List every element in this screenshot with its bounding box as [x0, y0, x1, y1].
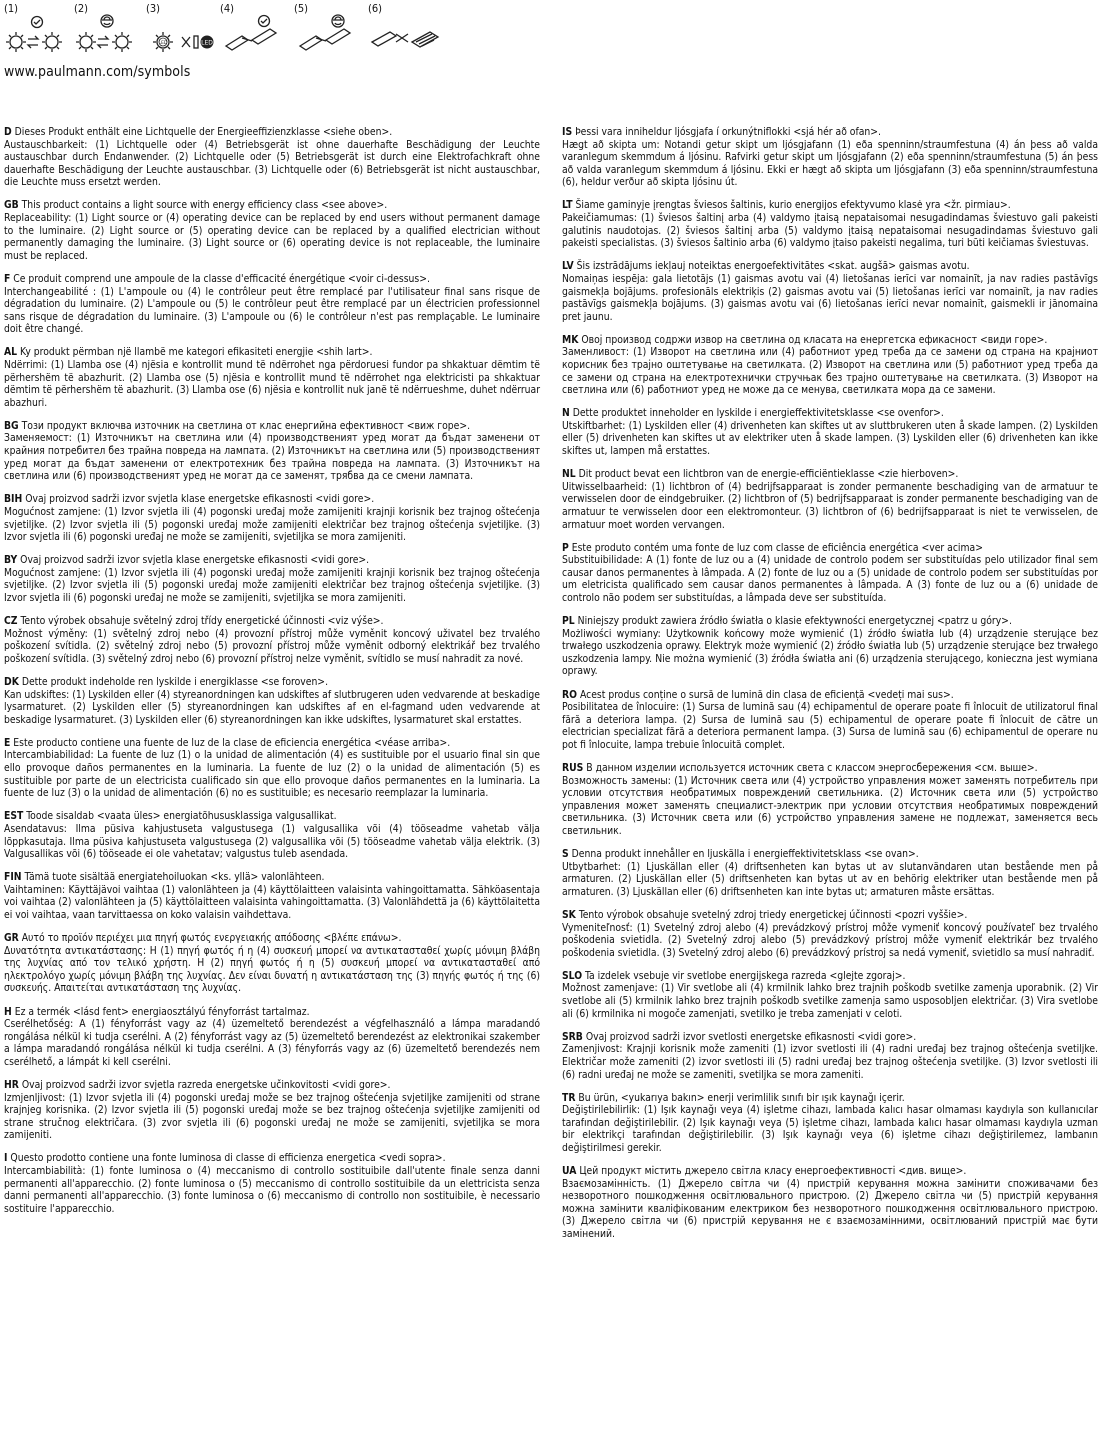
language-block-is — [562, 126, 1098, 189]
language-code: BIH — [4, 493, 23, 506]
block-title: Dette produkt indeholde ren lyskilde i energiklasse <se foroven>. — [21, 675, 329, 688]
language-block-i — [4, 1152, 540, 1215]
block-body: Cserélhetőség: A (1) fényforrást vagy az (4) üzemeltető berendezést a végfelhasználó a lámpa maradandó rongálása nélkül ki tudja cserélni. A (2) fényforrást vagy az (5) üzemeltető berendezést az elektronikai szakember a lámpa maradandó rongálása nélkül ki tudja cserélni. A (3) fényforrás vagy az (6) üzemeltető berendezés nem cserélhető, a lámpát ki kell cserélni. — [4, 1018, 540, 1068]
language-block-est — [4, 810, 540, 860]
symbol-number: (1) — [4, 2, 19, 15]
block-body: Взаємозамінність. (1) Джерело світла чи (4) пристрій керування можна замінити споживачами без незворотного пошкодження освітлювального пристрою. (2) Джерело світла чи (5) пристрій керування можна замінити кваліфікованим електриком без незворотного пошкодження освітлювального пристрою. (3) Джерело світла чи (6) пристрій керування не є взаємозамінними, освітлюваний пристрій має бути замінений. — [562, 1177, 1098, 1241]
block-title: Овој производ содржи извор на светлина од класата на енергетска ефикасност <види горе>. — [581, 333, 1048, 346]
language-code: RO — [562, 688, 578, 701]
block-title: Acest produs conține o sursă de lumină din clasa de eficiență <vedeți mai sus>. — [579, 688, 954, 701]
language-block-ua — [562, 1165, 1098, 1241]
block-title: Ce produit comprend une ampoule de la classe d'efficacité énergétique <voir ci-dessus>. — [13, 272, 430, 285]
block-body: Kan udskiftes: (1) Lyskilden eller (4) styreanordningen kan udskiftes af slutbrugeren uden vedvarende at beskadige lysarmaturet. (2) Lyskilden eller (5) styreanordningen kan udskiftes af en el-fagmand uden vedvarende at beskadige lysarmaturet. (3) Lyskilden eller (6) styreanordningen kan ikke udskiftes, lysarmaturet skal erstattes. — [4, 688, 540, 726]
block-body: Izmjenljivost: (1) Izvor svjetla ili (4) pogonski uređaj može se bez trajnog oštećenja svjetiljke zamijeniti od strane krajnjeg korisnika. (2) Izvor svjetla ili (5) pogonski uređaj može se bez trajnog oštećenja svjetiljke zamijeniti od strane stručnog električara. (3) zvor svjetla ili (6) pogonski uređaj ne može se zamijeniti, svjetiljka se mora zamijeniti. — [4, 1091, 540, 1142]
right-column — [562, 126, 1098, 1241]
language-block-dk — [4, 676, 540, 726]
language-code: I — [4, 1152, 8, 1165]
block-body: Değiştirilebilirlik: (1) Işık kaynağı veya (4) işletme cihazı, lambada kalıcı hasar olmaması kaydıyla son kullanıcılar tarafından değiştirilebilir. (2) Işık kaynağı veya (5) işletme cihazı, lambada kalıcı hasar olmaması kaydıyla uzman bir elektrikçi tarafından değiştirilebilir. (3) Işık kaynağı veya (6) işletme cihazı değiştirilemez, lambanın değiştirilmesi gerekir. — [562, 1104, 1098, 1154]
block-body: Vaihtaminen: Käyttäjävoi vaihtaa (1) valonlähteen ja (4) käyttölaitteen valaisinta vahingoittamatta. Sähköasentaja voi vaihtaa (2) valonlähteen ja (5) käyttölaitteen valaisinta vahingoittamatta. (3) Valonlähdettä ja (6) käyttölaitetta ei voi vaihtaa, vaan tarvittaessa on koko valaisin vaihdettava. — [4, 883, 540, 921]
language-block-n — [562, 407, 1098, 457]
language-block-f — [4, 273, 540, 336]
block-body: Pakeičiamumas: (1) šviesos šaltinį arba (4) valdymo įtaisą nepataisomai nesugadindamas šviestuvo gali pakeisti galutinis naudotojas. (2) šviesos šaltinį arba (5) valdymo įtaisą nepataisomai nesugadindamas šviestuvo gali pakeisti specialistas. (3) šviesos šaltinio arba (6) valdymo įtaiso pakeisti negalima, turi būti keičiamas šviestuvas. — [562, 212, 1098, 250]
language-block-cz — [4, 615, 540, 665]
language-block-sk — [562, 909, 1098, 959]
language-code: MK — [562, 333, 579, 346]
block-title: Αυτό το προϊόν περιέχει μια πηγή φωτός ενεργειακής απόδοσης <βλέπε επάνω>. — [21, 932, 402, 945]
driver-exchangeable-icon — [220, 10, 282, 54]
block-body: Intercambiabilità: (1) fonte luminosa o (4) meccanismo di controllo sostituibile dall'utente finale senza danni permanenti all'apparecchio. (2) fonte luminosa o (5) meccanismo di controllo sostituibile da un elettricista senza danni permanenti all'apparecchio. (3) fonte luminosa o (6) meccanismo di controllo non sostituibile, è necessario sostituire l'apparecchio. — [4, 1165, 540, 1215]
language-code: LT — [562, 199, 573, 212]
left-column — [4, 126, 540, 1215]
block-title: Този продукт включва източник на светлина от клас енергийна ефективност <виж горе>. — [21, 419, 471, 432]
block-title: Bu ürün, <yukarıya bakın> enerji verimlilik sınıfı bir ışık kaynağı içerir. — [578, 1091, 905, 1104]
block-title: Questo prodotto contiene una fonte luminosa di classe di efficienza energetica <vedi sopra>. — [10, 1152, 446, 1165]
block-body: Заменливост: (1) Изворот на светлина или (4) работниот уред треба да се замени од страна на крајниот корисник без трајно оштетување на светилката. (2) Изворот на светлина или (5) работниот уред треба да се замени од страна на електротехнички стручњак без трајно оштетување на светилката. (3) Изворот на светлина или (6) работниот уред не може да се менува, светилката мора да се замени. — [562, 346, 1098, 397]
block-title: Tämä tuote sisältää energiatehoiluokan <ks. yllä> valonlähteen. — [24, 871, 325, 884]
symbol-number: (4) — [220, 2, 235, 15]
block-title: Niniejszy produkt zawiera źródło światła o klasie efektywności energetycznej <patrz u góry>. — [577, 615, 1012, 628]
led-not-exchangeable-icon — [146, 10, 216, 54]
symbol-number: (6) — [368, 2, 383, 15]
block-title: Dit product bevat een lichtbron van de energie-efficiëntieklasse <zie hierboven>. — [578, 468, 959, 481]
block-title: Este producto contiene una fuente de luz de la clase de eficiencia energética <véase arriba>. — [13, 736, 451, 749]
language-block-rus — [562, 762, 1098, 838]
symbol-number: (5) — [294, 2, 309, 15]
block-body: Заменяемост: (1) Източникът на светлина или (4) производственият уред могат да бъдат заменени от крайния потребител без трайна повреда на лампата. (2) Източникът на светлина или (5) производственият уред могат да бъдат заменени от електротехник без трайна повреда на лампата. (3) Източникът на светлина или (6) производственият уред не могат да се заменят, трябва да се смени лампата. — [4, 432, 540, 483]
language-block-p — [562, 542, 1098, 605]
block-title: Ez a termék <lásd fent> energiaosztályú fényforrást tartalmaz. — [14, 1005, 310, 1018]
language-block-gr — [4, 932, 540, 995]
language-code: IS — [562, 126, 573, 138]
language-block-al — [4, 346, 540, 409]
language-block-hr — [4, 1079, 540, 1142]
language-code: SLO — [562, 969, 583, 982]
block-title: Ovaj proizvod sadrži izvor svjetla razreda energetske učinkovitosti <vidi gore>. — [21, 1079, 391, 1091]
block-title: Цей продукт містить джерело світла класу енергоефективності <див. вище>. — [579, 1165, 967, 1178]
block-body: Interchangeabilité : (1) L'ampoule ou (4) le contrôleur peut être remplacé par l'utilisateur final sans risque de dégradation du luminaire. (2) L'ampoule ou (5) le contrôleur peut être remplacé par un électricien professionnel sans risque de dégradation du luminaire. (3) L'ampoule ou (6) le contrôleur n'est pas remplaçable. Le luminaire doit être changé. — [4, 285, 540, 336]
block-body: Hægt að skipta um: Notandi getur skipt um ljósgjafann (1) eða spenninn/straumfestuna (4) án þess að valda varanlegum skemmdum á ljósinu. Rafvirki getur skipt um ljósgjafann (2) eða spenninn/straumfestuna (5) án þess að valda varanlegum skemmdum á ljósinu. Ekki er hægt að skipta um ljósgjafann (3) eða spenninn/straumfestuna (6), heldur verður að skipta ljósinu út. — [562, 138, 1098, 189]
block-body: Utskiftbarhet: (1) Lyskilden eller (4) drivenheten kan skiftes ut av sluttbrukeren uten å skade lampen. (2) Lyskilden eller (5) drivenheten kan skiftes ut av elektriker uten å skade lampen. (3) Lyskilden eller (6) drivenheten kan ikke skiftes ut, lampen må erstattes. — [562, 419, 1098, 458]
block-title: Ovaj proizvod sadrži izvor svjetla klase energetske efikasnosti <vidi gore>. — [25, 493, 375, 506]
language-block-ro — [562, 689, 1098, 752]
language-code: F — [4, 272, 11, 285]
block-title: Ky produkt përmban një llambë me kategori efikasiteti energjie <shih lart>. — [20, 346, 373, 359]
language-block-by — [4, 554, 540, 604]
language-block-d — [4, 126, 540, 189]
language-code: HR — [4, 1079, 19, 1091]
language-block-bg — [4, 420, 540, 483]
block-body: Vymeniteľnosť: (1) Svetelný zdroj alebo (4) prevádzkový prístroj môže vymeniť koncový používateľ bez trvalého poškodenia svietidla. (2) Svetelný zdroj alebo (5) prevádzkový prístroj môže vymeniť elektrikár bez trvalého poškodenia svietidla. (3) Svetelný zdroj alebo (6) prevádzkový prístroj sa nedá vymeniť, svietidlo sa musí nahradiť. — [562, 921, 1098, 959]
language-block-fin — [4, 871, 540, 921]
language-code: S — [562, 848, 569, 861]
language-block-nl — [562, 468, 1098, 531]
block-body: Возможность замены: (1) Источник света или (4) устройство управления может заменять потребитель при условии отсутствия необратимых повреждений светильника. (2) Источник света или (5) устройство управления может заменять специалист-электрик при условии отсутствия необратимых повреждений светильника. (3) Источник света или (6) устройство управления замене не подлежат, заменяется весь светильник. — [562, 774, 1098, 837]
symbols-url[interactable]: www.paulmann.com/symbols — [4, 64, 191, 80]
language-block-lv — [562, 260, 1098, 323]
block-body: Mogućnost zamjene: (1) Izvor svjetla ili (4) pogonski uređaj može zamijeniti krajnji korisnik bez trajnog oštećenja svjetiljke. (2) Izvor svjetla ili (5) pogonski uređaj može zamijeniti električar bez trajnog oštećenja svjetiljke. (3) Izvor svjetla ili (6) pogonski uređaj ne može se zamijeniti, svjetiljka se mora zamijeniti. — [4, 566, 540, 604]
block-title: This product contains a light source with energy efficiency class <see above>. — [21, 199, 388, 212]
block-title: Ta izdelek vsebuje vir svetlobe energijskega razreda <glejte zgoraj>. — [585, 969, 906, 982]
block-body: Posibilitatea de înlocuire: (1) Sursa de lumină sau (4) echipamentul de operare poate fi înlocuit de utilizatorul final fără a deteriora lampa. (2) Sursa de lumină sau (5) echipamentul de operare poate fi înlocuit de către un electrician specializat fără a deteriora permanent lampa. (3) Sursa de lumină sau (6) echipamentul de operare nu pot fi înlocuite, lampa trebuie înlocuită complet. — [562, 701, 1098, 751]
language-code: FIN — [4, 871, 22, 884]
block-body: Nomaiņas iespēja: gala lietotājs (1) gaismas avotu vai (4) lietošanas ierīci var nomainīt, ja nav radies pastāvīgs gaismekļa bojājums. profesionāls elektriķis (2) gaismas avotu vai (5) lietošanas ierīci var nomainīt, ja nav radies pastāvīgs gaismekļa bojājums. (3) gaismas avotu vai (6) lietošanas ierīci nevar nomainīt, gaismekli ir jānomaina pret jaunu. — [562, 272, 1098, 323]
language-block-srb — [562, 1031, 1098, 1081]
language-block-s — [562, 848, 1098, 898]
symbols-legend — [4, 2, 444, 54]
language-code: SK — [562, 908, 576, 921]
language-code: SRB — [562, 1030, 583, 1043]
language-code: BG — [4, 419, 19, 432]
language-block-bih — [4, 493, 540, 543]
block-body: Zamenjivost: Krajnji korisnik može zameniti (1) izvor svetlosti ili (4) radni uređaj bez trajnog oštećenja svetiljke. Električar može zameniti (2) izvor svetlosti ili (5) radni uređaj bez trajnog oštećenja svetiljke. (3) Izvor svetlosti ili (6) radni uređaj ne može se zameniti, svetiljka se mora zameniti. — [562, 1043, 1098, 1081]
block-body: Intercambiabilidad: La fuente de luz (1) o la unidad de alimentación (4) es sustituible por el usuario final sin que ello provoque daños permanentes en la luminaria. La fuente de luz (2) o la unidad de alimentación (5) es sustituible por parte de un electricista cualificado sin que ello provoque daños permanentes en la luminaria. La fuente de luz (3) o la unidad de alimentación (6) no es sustituible; es necesario reemplazar la luminaria. — [4, 749, 540, 800]
block-body: Asendatavus: Ilma püsiva kahjustuseta valgustusega (1) valgusallika või (4) tööseadme vahetab välja lõppkasutaja. Ilma püsiva kahjustuseta valgustusega (2) valgusallika või (5) tööseadme vahetab välja elektrik. (3) Valgusallikas või (6) tööseade ei ole vahetatav; valgustus tuleb asendada. — [4, 822, 540, 861]
language-block-e — [4, 737, 540, 800]
block-body: Ndërrimi: (1) Llamba ose (4) njësia e kontrollit mund të ndërrohet nga përdoruesi fundor pa shkaktuar dëmtim të përhershëm të abazhurit. (2) Llamba ose (5) njësia e kontrollit mund të ndërrohet nga elektricisti pa shkaktuar dëmtim të përhershëm të abazhurit. (3) Llamba ose (6) njësia e kontrollit nuk janë të ndërrueshme, duhet ndërruar abazhuri. — [4, 359, 540, 409]
language-code: AL — [4, 346, 18, 359]
language-block-lt — [562, 199, 1098, 249]
language-code: GR — [4, 932, 19, 945]
driver-exchangeable-electrician-icon — [294, 10, 356, 54]
language-code: BY — [4, 554, 18, 567]
block-body: Możliwości wymiany: Użytkownik końcowy może wymienić (1) źródło światła lub (4) urządzenie sterujące bez trwałego uszkodzenia oprawy. Elektryk może wymienić (2) źródło światła lub (5) urządzenie sterujące bez trwałego uszkodzenia lampy. Nie można wymienić (3) źródła światła ani (6) urządzenia sterującego, konieczna jest wymiana oprawy. — [562, 627, 1098, 678]
language-code: NL — [562, 468, 576, 481]
block-body: Austauschbarkeit: (1) Lichtquelle oder (4) Betriebsgerät ist ohne dauerhafte Beschädigung der Leuchte austauschbar durch Endanwender. (2) Lichtquelle oder (5) Betriebsgerät ist durch eine Elektrofachkraft ohne dauerhafte Beschädigung der Leuchte austauschbar. (3) Lichtquelle oder (6) Betriebsgerät ist nicht austauschbar, die Leuchte muss ersetzt werden. — [4, 138, 540, 189]
block-title: Šis izstrādājums iekļauj noteiktas energoefektivitātes <skat. augšā> gaismas avotu. — [576, 260, 970, 273]
driver-not-exchangeable-icon — [368, 10, 442, 54]
block-body: Δυνατότητα αντικατάστασης: Η (1) πηγή φωτός ή η (4) συσκευή μπορεί να αντικατασταθεί χωρίς μόνιμη βλάβη της λυχνίας από τον τελικό χρήστη. Η (2) πηγή φωτός ή η (5) συσκευή μπορεί να αντικατασταθεί από ηλεκτρολόγο χωρίς μόνιμη βλάβη της λυχνίας. Δεν είναι δυνατή η αντικατάσταση της (3) πηγής φωτός ή της (6) συσκευής. Απαιτείται αντικατάσταση της λυχνίας. — [4, 944, 540, 995]
language-code: H — [4, 1005, 12, 1018]
block-body: Možnost zamenjave: (1) Vir svetlobe ali (4) krmilnik lahko brez trajnih poškodb svetilke zamenja uporabnik. (2) Vir svetlobe ali (5) krmilnik lahko brez trajnih poškodb svetilke zamenja samo usposobljen električar. (3) Vira svetlobe ali (6) krmilnika ni mogoče zamenjati, svetilko je treba zamenjati v celoti. — [562, 982, 1098, 1020]
block-title: Tento výrobek obsahuje světelný zdroj třídy energetické účinnosti <viz výše>. — [20, 615, 384, 628]
language-code: RUS — [562, 762, 584, 775]
symbol-number: (3) — [146, 2, 161, 15]
svg-text:LED: LED — [201, 39, 213, 47]
language-code: D — [4, 126, 12, 138]
language-block-mk — [562, 334, 1098, 397]
language-code: CZ — [4, 615, 18, 628]
block-body: Substituibilidade: A (1) fonte de luz ou a (4) unidade de controlo podem ser substituídas pelo utilizador final sem causar danos permanentes à lâmpada. A (2) fonte de luz ou a (5) unidade de controlo podem ser substituídas por um eletricista qualificado sem causar danos permanentes à lâmpada. A (3) fonte de luz ou a (6) unidade de controlo não podem ser substituídas, a lâmpada deve ser substituída. — [562, 554, 1098, 604]
block-body: Možnost výměny: (1) světelný zdroj nebo (4) provozní přístroj může vyměnit koncový uživatel bez trvalého poškození svítidla. (2) světelný zdroj nebo (5) provozní přístroj může vyměnit odborný elektrikář bez trvalého poškození svítidla. (3) světelný zdroj nebo (6) provozní přístroj nelze vyměnit, svítidlo se musí nahradit za nové. — [4, 627, 540, 665]
block-title: Dette produktet inneholder en lyskilde i energieffektivitetsklasse <se ovenfor>. — [572, 407, 944, 420]
language-code: TR — [562, 1091, 576, 1104]
language-code: LV — [562, 260, 574, 273]
language-block-h — [4, 1006, 540, 1069]
block-body: Uitwisselbaarheid: (1) lichtbron of (4) bedrijfsapparaat is zonder permanente beschadiging van de armatuur te verwisselen door de eindgebruiker. (2) lichtbron of (5) bedrijfsapparaat is zonder permanente beschadiging van de armatuur te verwisselen door een elektromonteur. (3) lichtbron of (6) bedrijfsapparaat is niet te verwisselen, de armatuur moet worden vervangen. — [562, 480, 1098, 531]
language-code: E — [4, 736, 11, 749]
block-title: Este produto contém uma fonte de luz com classe de eficiência energética <ver acima> — [571, 541, 983, 554]
block-title: Ovaj proizvod sadrži izvor svjetla klase energetske efikasnosti <vidi gore>. — [20, 554, 370, 567]
svg-text:LED: LED — [158, 41, 168, 46]
block-title: Tento výrobok obsahuje svetelný zdroj triedy energetickej účinnosti <pozri vyššie>. — [578, 908, 968, 921]
language-block-slo — [562, 970, 1098, 1020]
language-code: EST — [4, 810, 24, 823]
block-title: В данном изделии используется источник света с классом энергосбережения <см. выше>. — [586, 762, 1038, 775]
bulb-exchangeable-icon — [4, 10, 72, 54]
block-title: Dieses Produkt enthält eine Lichtquelle der Energieeffizienzklasse <siehe oben>. — [14, 126, 393, 138]
block-title: Toode sisaldab <vaata üles> energiatõhususklassiga valgusallikat. — [26, 810, 337, 823]
symbol-number: (2) — [74, 2, 89, 15]
block-body: Mogućnost zamjene: (1) Izvor svjetla ili (4) pogonski uređaj može zamijeniti krajnji korisnik bez trajnog oštećenja svjetiljke. (2) Izvor svjetla ili (5) pogonski uređaj može zamijeniti električar bez trajnog oštećenja svjetiljke. (3) Izvor svjetla ili (6) pogonski uređaj ne može se zamijeniti, svjetiljka se mora zamijeniti. — [4, 505, 540, 544]
bulb-exchangeable-electrician-icon — [74, 10, 142, 54]
block-body: Replaceability: (1) Light source or (4) operating device can be replaced by end users without permanent damage to the luminaire. (2) Light source or (5) operating device can be replaced by a qualified electrician without permanently damaging the luminaire. (3) Light source or (6) operating device is not replaceable, the luminaire must be replaced. — [4, 212, 540, 262]
language-block-tr — [562, 1092, 1098, 1155]
language-code: PL — [562, 615, 575, 628]
language-code: P — [562, 541, 569, 554]
language-block-pl — [562, 615, 1098, 678]
block-title: Šiame gaminyje įrengtas šviesos šaltinis, kurio energijos efektyvumo klasė yra <žr. pirmiau>. — [575, 199, 1011, 212]
language-code: N — [562, 407, 570, 420]
language-code: DK — [4, 675, 19, 688]
block-title: Ovaj proizvod sadrži izvor svetlosti energetske efikasnosti <vidi gore>. — [585, 1030, 917, 1043]
block-title: Denna produkt innehåller en ljuskälla i energieffektivitetsklass <se ovan>. — [571, 848, 919, 861]
language-block-gb — [4, 199, 540, 262]
language-code: GB — [4, 199, 19, 212]
block-body: Utbytbarhet: (1) Ljuskällan eller (4) driftsenheten kan bytas ut av slutanvändaren utan bestående men på armaturen. (2) Ljuskällan eller (5) driftsenheten kan bytas ut av en behörig elektriker utan bestående men på armaturen. (3) Ljuskällan eller (6) driftsenheten kan inte bytas ut; armaturen måste ersättas. — [562, 860, 1098, 898]
block-title: Þessi vara inniheldur ljósgjafa í orkunýtniflokki <sjá hér að ofan>. — [575, 126, 881, 138]
language-code: UA — [562, 1165, 577, 1178]
